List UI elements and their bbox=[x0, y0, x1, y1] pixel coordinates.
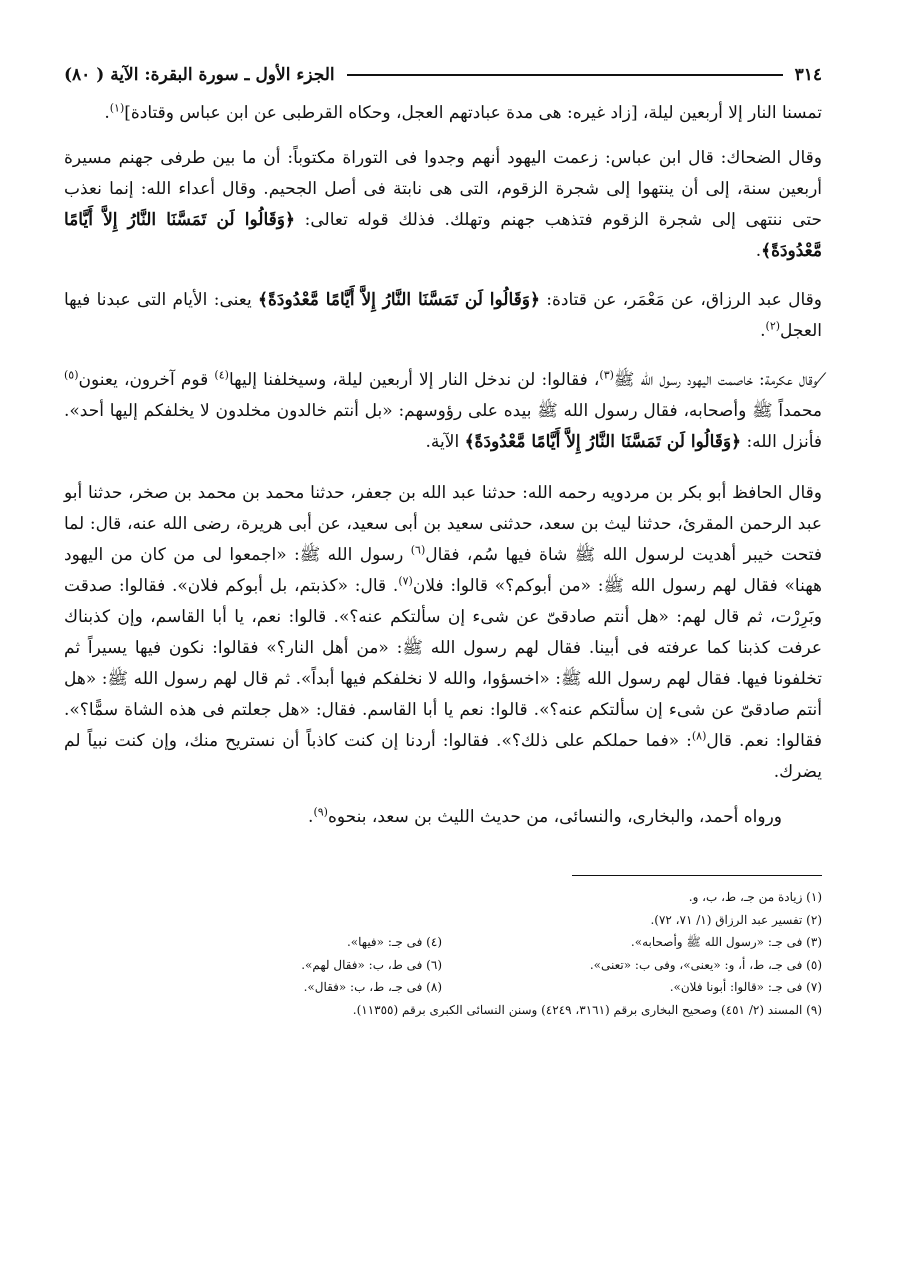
paragraph-text: . قال: «كذبتم، بل أبوكم فلان». فقالوا: صدقت وبَرِرْت، ثم قال لهم: «هل أنتم صادقىّ عن شىء إن سألتكم عنه؟». قالوا: نعم، يا أبا القاسم، وإن كذبناك عرفت كذبنا كما عرفته فى أبينا. فقال لهم رسول الله ﷺ: «من أهل النار؟» فقالوا: نكون فيها يسيراً ثم تخلفونا فيها. فقال لهم رسول الله ﷺ: «اخسؤوا، والله لا نخلفكم فيها أبداً». ثم قال لهم رسول الله ﷺ: «هل أنتم صادقىّ عن شىء إن سألتكم عنه؟». قالوا: نعم يا أبا القاسم. فقال: «هل جعلتم فى هذه الشاة سمًّا؟». فقالوا: نعم. قال bbox=[64, 576, 822, 751]
paragraph-text: وقال الضحاك: قال ابن عباس: زعمت اليهود أنهم وجدوا فى التوراة مكتوباً: أن ما بين طرفى جهنم مسيرة أربعين سنة، إلى أن ينتهوا إلى شجرة الزقوم، التى هى نابتة فى أصل الجحيم. وقال أعداء الله: إنما نعذب حتى ننتهى إلى شجرة الزقوم فتذهب جهنم وتهلك. فذلك قوله تعالى: bbox=[64, 148, 823, 230]
footnote-ref: (٢) bbox=[765, 319, 781, 333]
footnotes bbox=[64, 886, 822, 1021]
paragraph-text: . bbox=[308, 807, 314, 827]
footnote-ref: (٦) bbox=[410, 543, 426, 557]
paragraph-text: محمداً ﷺ وأصحابه، فقال رسول الله ﷺ بيده على رؤوسهم: «بل أنتم خالدون مخلدون لا يخلفكم إليها أحد». فأنزل الله: bbox=[64, 401, 822, 452]
footnote: (١) زيادة من جـ، ط، ب، و. bbox=[688, 890, 822, 904]
paragraph bbox=[64, 802, 822, 833]
footnote: (٩) المسند (٢/ ٤٥١) وصحيح البخارى برقم (٣١٦١، ٤٢٤٩) وسنن النسائى الكبرى برقم (١١٣٥٥). bbox=[352, 1002, 822, 1017]
footnote: (٣) فى جـ: «رسول الله ﷺ وأصحابه». bbox=[630, 935, 822, 949]
footnote-ref: (٥) bbox=[64, 368, 79, 382]
paragraph-text: قوم آخرون، يعنون bbox=[78, 370, 215, 390]
paragraph-text: : «فما حملكم على ذلك؟». فقالوا: أردنا إن كنت كاذباً أن نستريح منك، وإن كنت نبياً لم يضرك. bbox=[64, 731, 822, 782]
quran-verse: ﴿وَقَالُوا لَن تَمَسَّنَا النَّارُ إِلاَّ أَيَّامًا مَّعْدُودَةً﴾ bbox=[258, 290, 540, 310]
footnote: (٦) فى ط، ب: «فقال لهم». bbox=[301, 957, 442, 972]
paragraph-text: ورواه أحمد، والبخارى، والنسائى، من حديث الليث بن سعد، بنحوه bbox=[327, 807, 782, 827]
page bbox=[64, 58, 822, 1021]
footnote: (٢) تفسير عبد الرزاق (١/ ٧١، ٧٢). bbox=[650, 912, 822, 927]
footnote-ref: (١) bbox=[109, 101, 125, 115]
paragraph-text: . bbox=[755, 241, 762, 261]
margin-mark: ⁄ bbox=[819, 370, 822, 390]
paragraph-text: وقال الحافظ أبو بكر بن مردويه رحمه الله: حدثنا عبد الله بن جعفر، حدثنا محمد بن محمد بن صخر، حدثنا أبو عبد الرحمن المقرئ، حدثنا ليث بن سعد، حدثنى سعيد بن أبى سعيد، عن أبى هريرة، رضى الله عنه، قال: لما فتحت خيبر أهديت لرسول الله ﷺ شاة فيها سُم، فقال bbox=[64, 483, 822, 565]
paragraph-text: وقال عبد الرزاق، عن مَعْمَر، عن قتادة: bbox=[539, 290, 822, 310]
paragraph bbox=[64, 478, 822, 788]
footnote-ref: (٧) bbox=[398, 574, 413, 588]
footnote-ref: (٤) bbox=[214, 368, 229, 382]
quran-verse: ﴿وَقَالُوا لَن تَمَسَّنَا النَّارُ إِلاَّ أَيَّامًا مَّعْدُودَةً﴾ bbox=[64, 210, 822, 261]
paragraph-text: يعنى: الأيام التى عبدنا فيها العجل bbox=[64, 290, 822, 341]
paragraph bbox=[64, 285, 822, 347]
paragraph bbox=[64, 143, 822, 267]
footnote-rule bbox=[572, 875, 822, 876]
paragraph bbox=[64, 365, 822, 458]
paragraph-text: تمسنا النار إلا أربعين ليلة، [زاد غيره: هى مدة عبادتهم العجل، وحكاه القرطبى عن ابن عباس وقتادة] bbox=[124, 103, 822, 123]
paragraph-text: الآية. bbox=[425, 432, 465, 452]
header-rule bbox=[347, 74, 783, 76]
page-number: ٣١٤ bbox=[794, 65, 822, 85]
footnote-ref: (٣) bbox=[599, 368, 614, 382]
page-header bbox=[64, 58, 822, 92]
paragraph-text: ، فقالوا: لن ندخل النار إلا أربعين ليلة، وسيخلفنا إليها bbox=[228, 370, 600, 390]
body-text bbox=[64, 98, 822, 833]
paragraph-text: رسول الله ﷺ: «اجمعوا لى من كان من اليهود ههنا» فقال لهم رسول الله ﷺ: «من أبوكم؟» قالوا: فلان bbox=[64, 545, 822, 596]
footnote: (٨) فى جـ، ط، ب: «فقال». bbox=[303, 980, 442, 994]
paragraph bbox=[64, 98, 822, 129]
footnote: (٤) فى جـ: «فيها». bbox=[346, 935, 442, 949]
paragraph-text: . bbox=[104, 103, 110, 123]
paragraph-text: وقال عكرمة: خاصمت اليهود رسول الله ﷺ bbox=[613, 370, 818, 390]
footnote-ref: (٨) bbox=[691, 729, 707, 743]
running-title: الجزء الأول ـ سورة البقرة: الآية ( ٨٠) bbox=[64, 65, 335, 85]
paragraph-text: . bbox=[760, 321, 766, 341]
footnote-ref: (٩) bbox=[313, 805, 328, 819]
quran-verse: ﴿وَقَالُوا لَن تَمَسَّنَا النَّارُ إِلاَّ أَيَّامًا مَّعْدُودَةً﴾ bbox=[464, 432, 742, 452]
footnote: (٧) فى جـ: «قالوا: أبونا فلان». bbox=[669, 980, 822, 994]
footnote: (٥) فى جـ، ط، أ، و: «يعنى»، وفى ب: «تعنى». bbox=[589, 957, 822, 972]
